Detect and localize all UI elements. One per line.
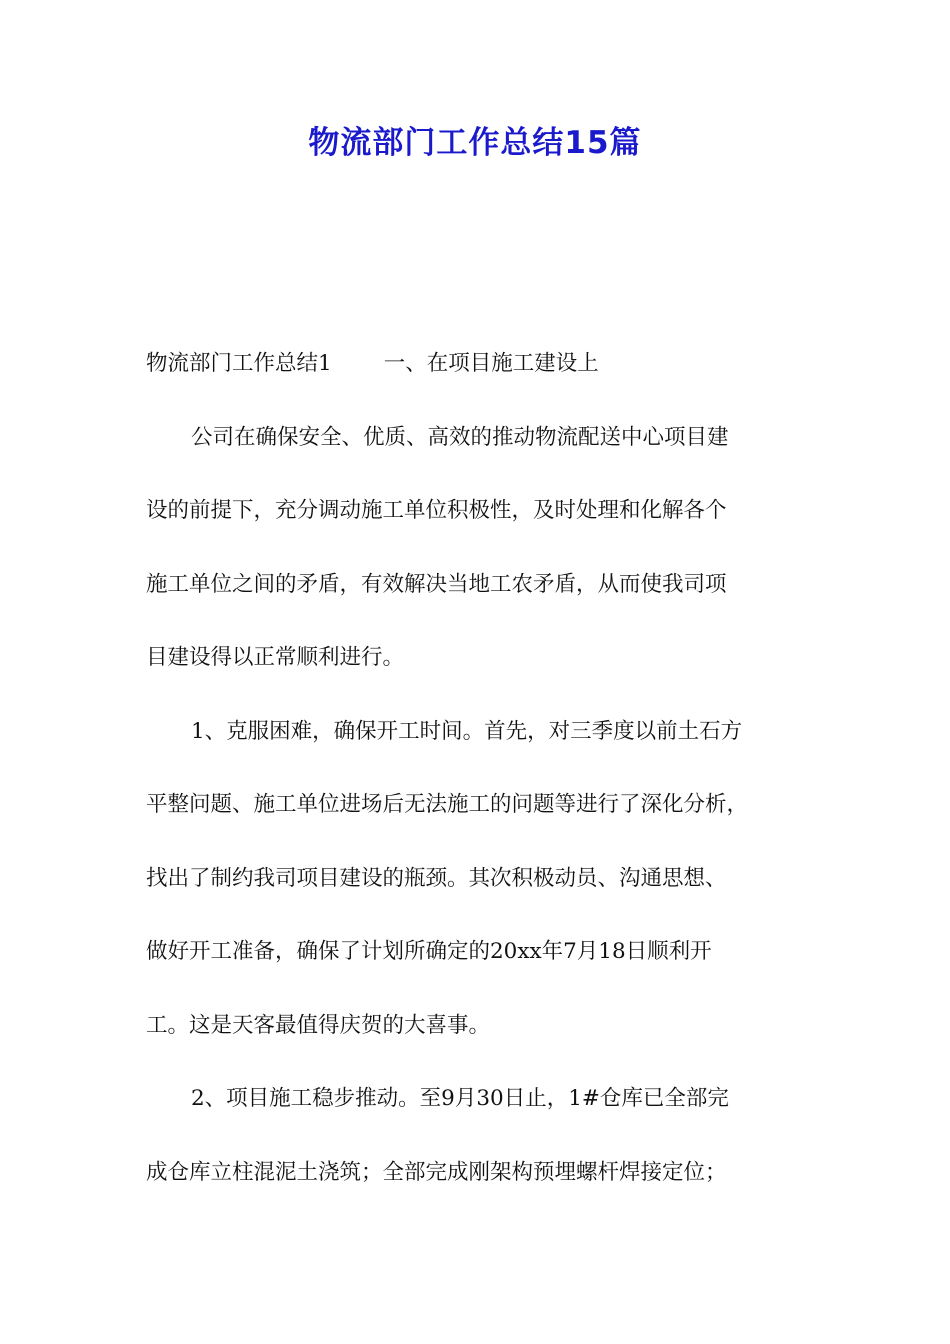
paragraph-line: 平整问题、施工单位进场后无法施工的问题等进行了深化分析， [146, 792, 749, 817]
subsection-heading: 一、在项目施工建设上 [383, 351, 599, 376]
paragraph-line: 做好开工准备，确保了计划所确定的20xx年7月18日顺利开 [146, 939, 712, 964]
paragraph-line: 施工单位之间的矛盾，有效解决当地工农矛盾，从而使我司项 [146, 571, 727, 597]
paragraph-line: 找出了制约我司项目建设的瓶颈。其次积极动员、沟通思想、 [146, 865, 727, 891]
document-body [146, 327, 836, 1209]
paragraph-line: 1、克服困难，确保开工时间。首先，对三季度以前土石方 [191, 718, 743, 744]
section-heading: 物流部门工作总结1 [146, 351, 332, 376]
paragraph-line: 设的前提下，充分调动施工单位积极性，及时处理和化解各个 [146, 498, 727, 523]
section-heading-line [146, 327, 836, 401]
document-title: 物流部门工作总结15篇 [308, 125, 642, 161]
paragraph-line: 2、项目施工稳步推动。至9月30日止，1#仓库已全部完 [191, 1086, 729, 1111]
paragraph-line: 工。这是天客最值得庆贺的大喜事。 [146, 1012, 491, 1038]
paragraph-line: 目建设得以正常顺利进行。 [146, 645, 405, 670]
paragraph-line: 成仓库立柱混泥土浇筑；全部完成刚架构预埋螺杆焊接定位； [146, 1159, 727, 1185]
paragraph-line: 公司在确保安全、优质、高效的推动物流配送中心项目建 [191, 424, 729, 450]
